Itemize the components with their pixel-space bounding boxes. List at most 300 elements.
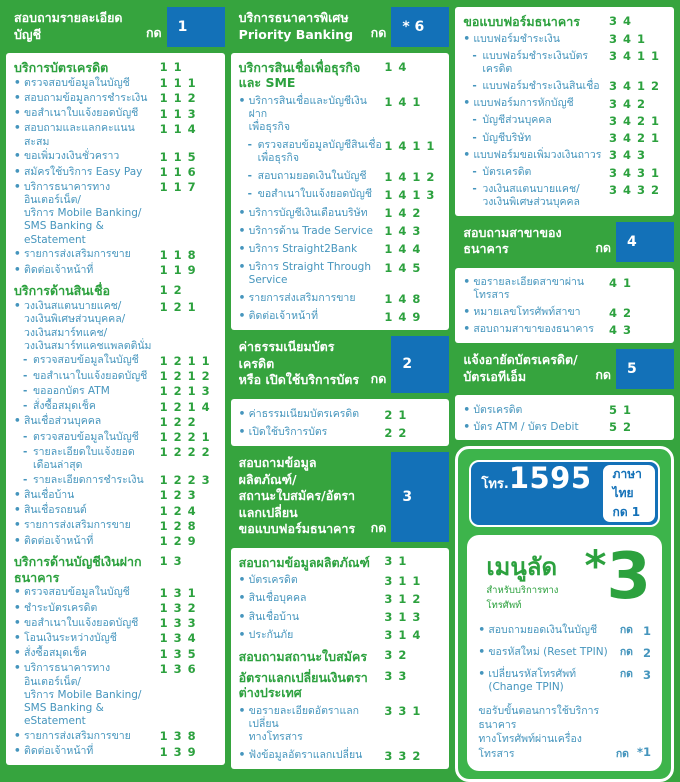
hotline-panel bbox=[455, 446, 674, 781]
code-digit: 3 bbox=[173, 553, 182, 568]
menu-item bbox=[239, 261, 443, 287]
section-title: อัตราแลกเปลี่ยนเงินตรา ต่างประเทศ bbox=[238, 669, 368, 701]
section-title-row bbox=[239, 649, 443, 664]
code-digit: 2 bbox=[173, 488, 182, 503]
code-digit: 1 bbox=[159, 91, 168, 106]
code-digit: 2 bbox=[173, 399, 182, 414]
item-code bbox=[384, 188, 442, 202]
code-digit: 9 bbox=[187, 263, 196, 278]
menu-item bbox=[14, 602, 218, 616]
code-digit: 2 bbox=[173, 534, 182, 549]
menu-item bbox=[463, 80, 667, 94]
menu-item bbox=[14, 662, 218, 728]
code-digit: 3 bbox=[609, 96, 618, 111]
code-digit: 1 bbox=[159, 601, 168, 615]
item-code bbox=[384, 60, 442, 74]
code-digit: 2 bbox=[173, 353, 182, 368]
code-digit: 2 bbox=[173, 518, 182, 533]
menu-section bbox=[239, 649, 443, 664]
menu-item bbox=[239, 95, 443, 135]
menu-header-title: สอบถามสาขาของธนาคาร bbox=[463, 224, 562, 257]
code-digit: 3 bbox=[384, 610, 393, 625]
code-digit: 2 bbox=[173, 430, 182, 445]
section-title: บริการบัตรเครดิต bbox=[14, 60, 109, 75]
menu-item bbox=[239, 188, 443, 202]
shortcut-key bbox=[584, 540, 652, 615]
menu-item-label: บริการธนาคารทางอินเตอร์เน็ต/ บริการ Mobile Banking/ SMS Banking & eStatement bbox=[24, 662, 142, 728]
menu-header-title: สอบถามข้อมูลผลิตภัณฑ์/ สถานะใบสมัคร/อัตราแลกเปลี่ยน ขอแบบฟอร์มธนาคาร bbox=[238, 455, 356, 536]
dash-icon: - bbox=[472, 183, 477, 196]
code-digit: 2 bbox=[637, 131, 646, 146]
item-code bbox=[160, 617, 218, 631]
bullet-icon: • bbox=[238, 242, 246, 255]
section-title: บริการด้านสินเชื่อ bbox=[14, 283, 111, 299]
code-digit: 1 bbox=[159, 585, 168, 600]
menu-header-title: บริการธนาคารพิเศษ Priority Banking bbox=[238, 10, 354, 42]
section-title-row bbox=[239, 555, 443, 570]
menu-item-label: ฟังข้อมูลอัตราแลกเปลี่ยน bbox=[248, 749, 363, 762]
item-code bbox=[160, 602, 218, 616]
code-digit: 1 bbox=[384, 59, 393, 74]
code-digit: 1 bbox=[187, 76, 196, 91]
bullet-icon: • bbox=[14, 300, 21, 313]
menu-item-label: ติดต่อเจ้าหน้าที่ bbox=[248, 310, 318, 323]
code-digit: 2 bbox=[173, 384, 182, 399]
menu-item-label: แบบฟอร์มชำระเงินบัตรเครดิต bbox=[482, 49, 589, 76]
code-digit: 1 bbox=[398, 407, 407, 422]
item-code bbox=[384, 670, 442, 684]
menu-item-label: สอบถามยอดเงินในบัญชี bbox=[257, 170, 367, 183]
code-digit: 9 bbox=[187, 744, 196, 759]
code-digit: 3 bbox=[609, 13, 618, 28]
shortcut-item bbox=[478, 668, 651, 695]
item-code bbox=[384, 629, 442, 643]
item-code bbox=[609, 50, 667, 64]
shortcut-item-label: สอบถามยอดเงินในบัญชี bbox=[488, 623, 598, 636]
item-code bbox=[384, 243, 442, 257]
code-digit: 1 bbox=[159, 76, 168, 91]
code-digit: 3 bbox=[384, 591, 393, 606]
code-digit: 1 bbox=[384, 224, 393, 239]
phone-number-block bbox=[471, 462, 599, 525]
code-digit: 3 bbox=[187, 488, 196, 503]
code-digit: 2 bbox=[187, 473, 196, 488]
item-code bbox=[160, 662, 218, 676]
code-digit: 2 bbox=[187, 414, 196, 429]
code-digit: 2 bbox=[623, 305, 632, 320]
code-digit: 1 bbox=[623, 403, 632, 418]
item-code bbox=[384, 310, 442, 324]
menu-item bbox=[14, 77, 218, 91]
section-title: สอบถามข้อมูลผลิตภัณฑ์ bbox=[238, 554, 370, 570]
code-digit: 1 bbox=[159, 445, 168, 460]
code-digit: 4 bbox=[623, 182, 632, 197]
press-label: กด bbox=[595, 239, 612, 255]
item-code bbox=[160, 248, 218, 262]
press-label: กด bbox=[615, 747, 630, 760]
item-code bbox=[160, 354, 218, 368]
bullet-icon: • bbox=[14, 745, 21, 758]
press-label: กด bbox=[619, 623, 634, 636]
code-digit: 3 bbox=[609, 182, 618, 197]
menu-item bbox=[14, 122, 218, 148]
item-code bbox=[160, 519, 218, 533]
bullet-icon: • bbox=[14, 107, 21, 120]
menu-item-label: ขอรายละเอียดสาขาผ่านโทรสาร bbox=[473, 276, 585, 302]
menu-section bbox=[239, 60, 443, 324]
fax-note-line2: ทางโทรศัพท์ผ่านเครื่องโทรสาร bbox=[478, 733, 582, 760]
menu-item bbox=[14, 617, 218, 631]
item-code bbox=[160, 474, 218, 488]
menu-item bbox=[14, 632, 218, 646]
key-badge: 3 bbox=[391, 452, 449, 542]
section-title: บริการด้านบัญชีเงินฝาก ธนาคาร bbox=[14, 554, 142, 585]
section-title: บริการสินเชื่อเพื่อธุรกิจ และ SME bbox=[238, 60, 361, 91]
code-digit: 1 bbox=[173, 121, 182, 136]
phone-number: 1595 bbox=[508, 461, 592, 496]
item-code bbox=[384, 574, 442, 588]
menu-item bbox=[239, 749, 443, 763]
fax-note-line1: ขอรับขั้นตอนการใช้บริการธนาคาร bbox=[478, 705, 600, 732]
code-digit: 4 bbox=[609, 305, 618, 320]
item-code bbox=[384, 408, 442, 422]
code-digit: 4 bbox=[623, 49, 632, 64]
menu-item bbox=[239, 243, 443, 257]
menu-item-label: รายละเอียดใบแจ้งยอดเดือนล่าสุด bbox=[33, 445, 135, 471]
code-digit: 1 bbox=[384, 260, 393, 275]
section-title-row bbox=[239, 670, 443, 701]
code-digit: 2 bbox=[398, 425, 407, 440]
item-code bbox=[384, 95, 442, 109]
item-code bbox=[160, 300, 218, 314]
code-digit: 1 bbox=[159, 534, 168, 549]
menu-header bbox=[231, 336, 450, 393]
item-code bbox=[160, 745, 218, 759]
code-digit: 4 bbox=[609, 322, 618, 337]
code-digit: 5 bbox=[187, 646, 196, 661]
section-title-row bbox=[14, 60, 218, 75]
code-digit: 1 bbox=[173, 263, 182, 278]
menu-item bbox=[463, 149, 667, 163]
code-digit: 4 bbox=[398, 242, 407, 257]
menu-section bbox=[463, 276, 667, 337]
bullet-icon: • bbox=[238, 574, 246, 587]
menu-item bbox=[14, 370, 218, 384]
menu-item-label: ตรวจสอบข้อมูลในบัญชี bbox=[33, 430, 139, 443]
menu-section bbox=[239, 408, 443, 440]
code-digit: 1 bbox=[384, 169, 393, 184]
code-digit: 1 bbox=[159, 646, 168, 661]
bullet-icon: • bbox=[238, 628, 246, 641]
code-digit: 5 bbox=[412, 260, 421, 275]
code-digit: 1 bbox=[159, 149, 168, 164]
menu-item bbox=[14, 535, 218, 549]
menu-section bbox=[14, 283, 218, 548]
code-digit: 1 bbox=[159, 353, 168, 368]
bullet-icon: • bbox=[238, 261, 246, 274]
key-badge: 5 bbox=[616, 349, 674, 389]
code-digit: 2 bbox=[187, 430, 196, 445]
menu-item-label: บริการ Straight Through Service bbox=[248, 261, 371, 287]
bullet-icon: • bbox=[238, 206, 246, 219]
code-digit: 1 bbox=[173, 247, 182, 262]
bullet-icon: • bbox=[14, 504, 21, 517]
menu-item bbox=[14, 166, 218, 180]
code-digit: 1 bbox=[384, 291, 393, 306]
menu-item bbox=[239, 170, 443, 184]
menu-header bbox=[231, 7, 450, 47]
code-digit: 1 bbox=[159, 616, 168, 631]
code-digit: 1 bbox=[384, 309, 393, 324]
fax-note bbox=[478, 704, 651, 761]
item-code bbox=[160, 166, 218, 180]
code-digit: 3 bbox=[412, 224, 421, 239]
item-code bbox=[160, 181, 218, 195]
code-digit: 4 bbox=[187, 503, 196, 518]
menu-item-label: ติดต่อเจ้าหน้าที่ bbox=[24, 263, 94, 276]
menu-item-label: บริการธนาคารทางอินเตอร์เน็ต/ บริการ Mobile Banking/ SMS Banking & eStatement bbox=[24, 180, 142, 246]
menu-item-label: บริการบัญชีเงินเดือนบริษัท bbox=[248, 206, 368, 219]
menu-item bbox=[14, 415, 218, 429]
item-code bbox=[384, 207, 442, 221]
code-digit: 3 bbox=[173, 631, 182, 646]
menu-header-title: แจ้งอายัดบัตรเครดิต/ บัตรเอทีเอ็ม bbox=[463, 352, 578, 384]
press-label: กด bbox=[145, 25, 162, 40]
item-code bbox=[609, 404, 667, 418]
code-digit: 2 bbox=[173, 445, 182, 460]
menu-item bbox=[239, 207, 443, 221]
menu-item bbox=[239, 139, 443, 165]
code-digit: 1 bbox=[187, 299, 196, 314]
bullet-icon: • bbox=[14, 488, 21, 501]
menu-item bbox=[239, 574, 443, 588]
menu-header-title: ค่าธรรมเนียมบัตรเครดิต หรือ เปิดใช้บริการบัตร bbox=[238, 339, 360, 388]
menu-item bbox=[463, 50, 667, 76]
menu-item bbox=[239, 426, 443, 440]
code-digit: 5 bbox=[609, 403, 618, 418]
code-digit: 3 bbox=[384, 648, 393, 663]
bullet-icon: • bbox=[14, 631, 21, 644]
item-code bbox=[384, 749, 442, 763]
code-digit: 1 bbox=[173, 106, 182, 121]
item-code bbox=[160, 77, 218, 91]
dash-icon: - bbox=[472, 114, 477, 127]
code-digit: 1 bbox=[159, 369, 168, 384]
bullet-icon: • bbox=[238, 610, 246, 623]
item-code bbox=[384, 261, 442, 275]
menu-header bbox=[231, 452, 450, 542]
bullet-icon: • bbox=[463, 323, 471, 336]
code-digit: 4 bbox=[609, 275, 618, 290]
menu-item-label: แบบฟอร์มการหักบัญชี bbox=[473, 97, 574, 110]
code-digit: 2 bbox=[173, 414, 182, 429]
menu-item-label: วงเงินสแตนบายแคช/ วงเงินพิเศษส่วนบุคคล/ วงเงินสมาร์ทแคช/ วงเงินสมาร์ทแคชแพลตตินั่ม bbox=[24, 300, 152, 352]
code-digit: 2 bbox=[187, 601, 196, 615]
menu-item bbox=[14, 519, 218, 533]
code-digit: 2 bbox=[384, 425, 393, 440]
press-label: กด bbox=[595, 367, 612, 383]
code-digit: 4 bbox=[398, 291, 407, 306]
dash-icon: - bbox=[23, 430, 28, 443]
key-badge: 2 bbox=[391, 336, 449, 393]
code-digit: 1 bbox=[159, 488, 168, 503]
bullet-icon: • bbox=[238, 426, 246, 439]
menu-item bbox=[14, 354, 218, 368]
code-digit: 4 bbox=[623, 131, 632, 146]
code-digit: 4 bbox=[187, 121, 196, 136]
bullet-icon: • bbox=[478, 623, 486, 636]
code-digit: 1 bbox=[412, 573, 421, 588]
code-digit: 4 bbox=[412, 628, 421, 643]
menu-item bbox=[14, 474, 218, 488]
menu-section bbox=[239, 555, 443, 643]
code-digit: 3 bbox=[384, 554, 393, 568]
phone-pill bbox=[469, 460, 660, 527]
code-digit: 1 bbox=[159, 473, 168, 488]
item-code bbox=[160, 107, 218, 121]
menu-item bbox=[14, 300, 218, 353]
bullet-icon: • bbox=[463, 276, 471, 289]
code-digit: 1 bbox=[187, 369, 196, 384]
code-digit: 4 bbox=[398, 206, 407, 221]
menu-card bbox=[455, 7, 674, 216]
press-label: กด bbox=[619, 645, 634, 658]
code-digit: 4 bbox=[623, 96, 632, 111]
code-digit: 1 bbox=[637, 32, 646, 47]
menu-item bbox=[463, 404, 667, 418]
menu-item-label: สั่งซื้อสมุดเช็ค bbox=[24, 647, 87, 660]
code-digit: 1 bbox=[159, 247, 168, 262]
code-digit: 8 bbox=[187, 729, 196, 744]
code-digit: 1 bbox=[159, 121, 168, 136]
menu-item-label: บัญชีส่วนบุคคล bbox=[482, 114, 552, 127]
code-digit: 5 bbox=[187, 149, 196, 164]
code-digit: 1 bbox=[651, 165, 660, 180]
bullet-icon: • bbox=[14, 534, 21, 547]
code-digit: 1 bbox=[159, 661, 168, 676]
dash-icon: - bbox=[472, 49, 477, 62]
bullet-icon: • bbox=[14, 662, 21, 675]
item-code bbox=[160, 554, 218, 568]
code-digit: 2 bbox=[637, 113, 646, 128]
menu-item-label: ขอออกบัตร ATM bbox=[33, 384, 110, 397]
code-digit: 3 bbox=[398, 704, 407, 719]
menu-item bbox=[14, 150, 218, 164]
menu-item bbox=[239, 292, 443, 306]
item-code bbox=[384, 426, 442, 440]
menu-header bbox=[455, 349, 674, 389]
bullet-icon: • bbox=[238, 704, 246, 717]
code-digit: 3 bbox=[398, 748, 407, 763]
item-code bbox=[160, 504, 218, 518]
item-code bbox=[160, 400, 218, 414]
section-title-row bbox=[14, 283, 218, 298]
code-digit: 1 bbox=[187, 353, 196, 368]
code-digit: 3 bbox=[173, 661, 182, 676]
language-badge: ภาษาไทย กด 1 bbox=[603, 465, 655, 522]
menu-item bbox=[14, 107, 218, 121]
press-key: 1 bbox=[643, 623, 652, 638]
code-digit: 3 bbox=[384, 573, 393, 588]
dash-icon: - bbox=[23, 354, 28, 367]
item-code bbox=[384, 649, 442, 663]
code-digit: 3 bbox=[384, 628, 393, 643]
code-digit: 2 bbox=[426, 169, 435, 184]
bullet-icon: • bbox=[463, 403, 471, 416]
code-digit: 1 bbox=[159, 263, 168, 278]
bullet-icon: • bbox=[14, 647, 21, 660]
item-code bbox=[160, 122, 218, 136]
dash-icon: - bbox=[472, 131, 477, 144]
menu-item-label: หมายเลขโทรศัพท์สาขา bbox=[473, 306, 581, 319]
code-digit: 3 bbox=[187, 616, 196, 631]
item-code bbox=[160, 92, 218, 106]
item-code bbox=[160, 647, 218, 661]
code-digit: 2 bbox=[173, 282, 182, 297]
code-digit: 1 bbox=[159, 399, 168, 414]
menu-item bbox=[239, 629, 443, 643]
code-digit: 3 bbox=[384, 669, 393, 684]
code-digit: 9 bbox=[187, 534, 196, 549]
item-code bbox=[384, 139, 442, 153]
code-digit: 3 bbox=[384, 704, 393, 719]
menu-item-label: ชำระบัตรเครดิต bbox=[24, 601, 98, 614]
code-digit: 2 bbox=[187, 91, 196, 106]
code-digit: 4 bbox=[623, 148, 632, 163]
code-digit: 2 bbox=[384, 407, 393, 422]
code-digit: 3 bbox=[173, 646, 182, 661]
code-digit: 1 bbox=[412, 704, 421, 719]
menu-item-label: บริการด้าน Trade Service bbox=[248, 224, 373, 237]
menu-card bbox=[231, 53, 450, 330]
bullet-icon: • bbox=[238, 749, 246, 762]
menu-item-label: ตรวจสอบข้อมูลในบัญชี bbox=[24, 76, 130, 89]
item-code bbox=[609, 323, 667, 337]
menu-item-label: เปิดใช้บริการบัตร bbox=[248, 426, 328, 439]
bullet-icon: • bbox=[463, 420, 471, 433]
menu-item-label: ติดต่อเจ้าหน้าที่ bbox=[24, 534, 94, 547]
code-digit: 3 bbox=[426, 187, 435, 202]
shortcut-key-number: 3 bbox=[606, 540, 652, 615]
code-digit: 3 bbox=[623, 322, 632, 337]
menu-item-label: ขอสำเนาใบแจ้งยอดบัญชี bbox=[257, 188, 372, 201]
key-badge: 1 bbox=[167, 7, 225, 47]
dash-icon: - bbox=[23, 400, 28, 413]
press-key: *1 bbox=[637, 745, 652, 760]
shortcut-item-label: เปลี่ยนรหัสโทรศัพท์ (Change TPIN) bbox=[488, 667, 577, 694]
bullet-icon: • bbox=[14, 91, 21, 104]
menu-item bbox=[463, 306, 667, 320]
menu-item bbox=[14, 489, 218, 503]
menu-item-label: รายการส่งเสริมการขาย bbox=[248, 292, 356, 305]
menu-item-label: ตรวจสอบข้อมูลในบัญชี bbox=[33, 354, 139, 367]
shortcut-item-label: ขอรหัสใหม่ (Reset TPIN) bbox=[488, 645, 608, 658]
item-code bbox=[609, 276, 667, 290]
code-digit: 1 bbox=[651, 113, 660, 128]
item-code bbox=[384, 611, 442, 625]
code-digit: 3 bbox=[187, 106, 196, 121]
menu-item bbox=[463, 183, 667, 209]
bullet-icon: • bbox=[14, 519, 21, 532]
code-digit: 4 bbox=[412, 242, 421, 257]
code-digit: 1 bbox=[637, 49, 646, 64]
item-code bbox=[160, 632, 218, 646]
item-code bbox=[160, 730, 218, 744]
menu-section bbox=[463, 14, 667, 210]
code-digit: 1 bbox=[187, 399, 196, 414]
dash-icon: - bbox=[247, 139, 253, 152]
code-digit: 3 bbox=[609, 131, 618, 146]
